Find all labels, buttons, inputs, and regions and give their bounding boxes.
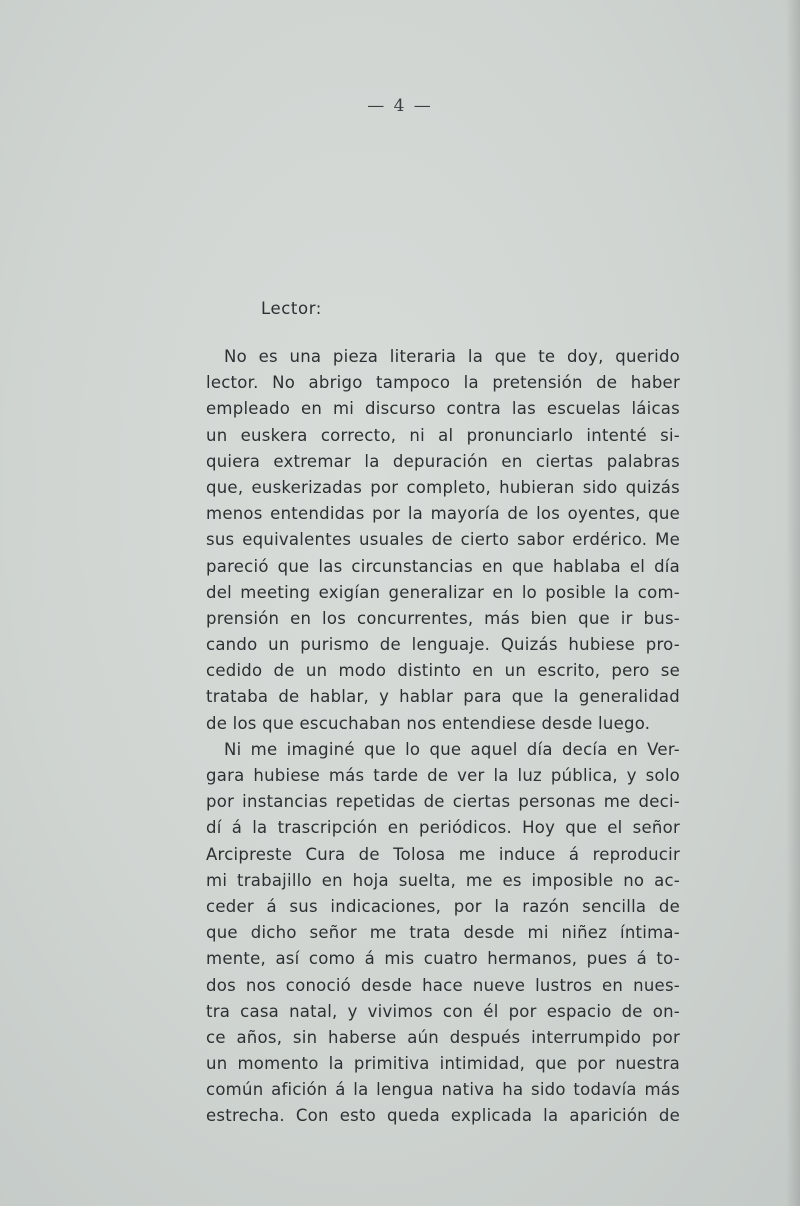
text-line: Arcipreste Cura de Tolosa me induce á reproducir	[206, 844, 680, 864]
text-line: estrecha. Con esto queda explicada la aparición de	[206, 1106, 680, 1126]
text-line: cedido de un modo distinto en un escrito, pero se	[206, 661, 680, 681]
text-line: tra casa natal, y vivimos con él por espacio de on-	[206, 1001, 680, 1021]
text-line: un momento la primitiva intimidad, que por nuestra	[206, 1054, 680, 1074]
salutation-heading: Lector:	[261, 299, 322, 318]
text-line: Ni me imaginé que lo que aquel día decía en Ver-	[224, 739, 680, 759]
text-line: prensión en los concurrentes, más bien que ir bus-	[206, 608, 680, 628]
text-line: sus equivalentes usuales de cierto sabor erdérico. Me	[206, 530, 680, 550]
text-line: mi trabajillo en hoja suelta, me es imposible no ac-	[206, 870, 680, 890]
page-number: — 4 —	[367, 96, 433, 116]
text-line: por instancias repetidas de ciertas personas me deci-	[206, 792, 680, 812]
text-line: cando un purismo de lenguaje. Quizás hubiese pro-	[206, 635, 680, 655]
text-line: trataba de hablar, y hablar para que la generalidad	[206, 687, 680, 707]
text-line: común afición á la lengua nativa ha sido todavía más	[206, 1080, 680, 1100]
text-line: ceder á sus indicaciones, por la razón sencilla de	[206, 896, 680, 916]
text-line: gara hubiese más tarde de ver la luz pública, y solo	[206, 766, 680, 785]
text-line: un euskera correcto, ni al pronunciarlo intenté si-	[206, 425, 680, 445]
text-line: dí á la trascripción en periódicos. Hoy que el señor	[206, 818, 680, 838]
text-line: lector. No abrigo tampoco la pretensión de haber	[206, 373, 680, 393]
text-line: menos entendidas por la mayoría de los oyentes, que	[206, 504, 680, 524]
text-line: dos nos conoció desde hace nueve lustros en nues-	[206, 975, 680, 995]
text-line: de los que escuchaban nos entendiese desde luego.	[206, 713, 651, 733]
text-line: que dicho señor me trata desde mi niñez íntima-	[206, 923, 680, 943]
text-line: quiera extremar la depuración en ciertas palabras	[206, 451, 680, 471]
text-line: pareció que las circunstancias en que hablaba el día	[206, 556, 680, 576]
text-line: del meeting exigían generalizar en lo posible la com-	[206, 582, 680, 602]
text-line: empleado en mi discurso contra las escuelas láicas	[206, 399, 680, 419]
text-line: No es una pieza literaria la que te doy, querido	[224, 347, 680, 366]
page-edge-shadow	[786, 0, 800, 1206]
body-text	[206, 344, 680, 1130]
text-line: mente, así como á mis cuatro hermanos, pues á to-	[206, 949, 680, 969]
text-line: que, euskerizadas por completo, hubieran sido quizás	[206, 477, 680, 497]
text-line: ce años, sin haberse aún después interrumpido por	[206, 1027, 680, 1047]
